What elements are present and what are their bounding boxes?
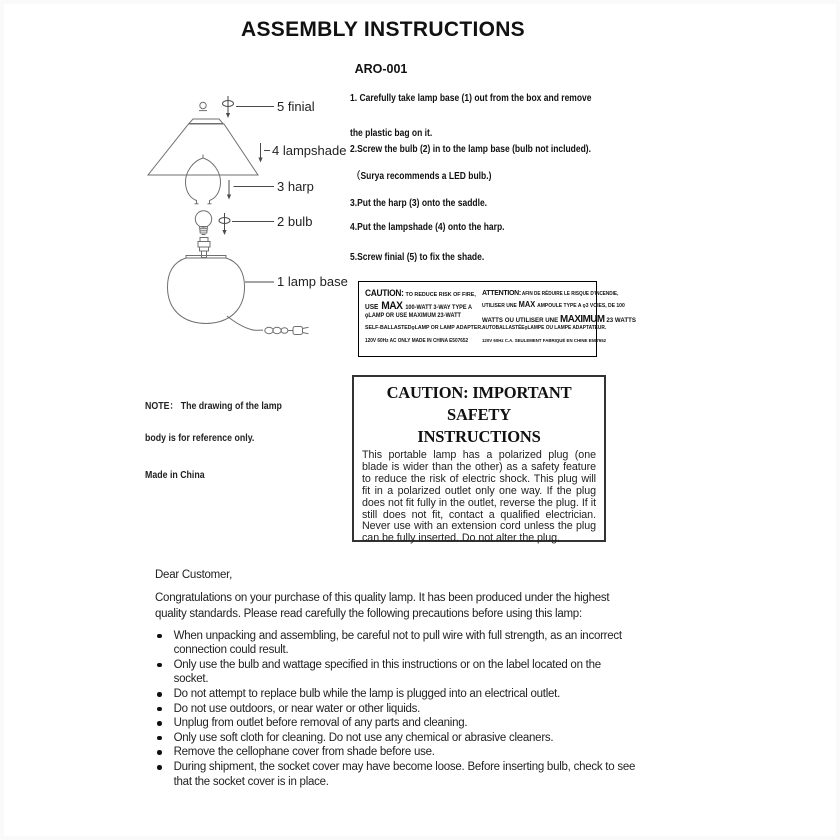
bullet-dot-icon: [157, 750, 162, 755]
harp-shape: [185, 155, 220, 204]
label-harp: 3 harp: [277, 179, 314, 194]
leader-lines: [232, 107, 274, 283]
safety-heading-line-1: CAUTION: IMPORTANT SAFETY: [386, 383, 572, 424]
lampshade-shape: [148, 124, 258, 175]
step-3: 3.Put the harp (3) onto the saddle.: [350, 197, 488, 209]
label-lamp-base: 1 lamp base: [277, 274, 348, 289]
rating-label: [358, 281, 636, 357]
precaution-item: Only use soft cloth for cleaning. Do not use any chemical or abrasive cleaners.: [155, 731, 735, 746]
bulb-rotate-arrow-icon: [219, 213, 230, 231]
power-cord-shape: [227, 316, 293, 334]
made-in-china: Made in China: [145, 470, 205, 481]
intro-line-2: quality standards. Please read carefully the following precautions before using this lamp:: [155, 608, 582, 621]
precaution-item: Unplug from outlet before removal of any parts and cleaning.: [155, 716, 735, 731]
precaution-item: When unpacking and assembling, be careful not to pull wire with full strength, as an incorrect connection could result.: [155, 629, 735, 658]
label-finial: 5 finial: [277, 99, 315, 114]
note-line-2: body is for reference only.: [145, 433, 255, 444]
bullet-dot-icon: [157, 707, 162, 712]
bullet-dot-icon: [157, 634, 162, 639]
precaution-item: Do not use outdoors, or near water or other liquids.: [155, 702, 735, 717]
bullet-dot-icon: [157, 765, 162, 770]
intro-paragraph: [155, 590, 735, 623]
max-word: MAX: [381, 300, 403, 313]
safety-body-text: This portable lamp has a polarized plug (one blade is wider than the other) as a safety feature to reduce the risk of electric shock. This plug will fit in a polarized outlet only one way. If the plug does not fit fully in the outlet, reverse the plug. If it still does not fit, contact a qualified electrician. Never use with an extension cord unless the plug can be fully inserted. Do not alter the plug.: [362, 449, 596, 545]
salutation: Dear Customer,: [155, 569, 233, 581]
finial-rotate-arrow-icon: [223, 96, 234, 114]
bullet-dot-icon: [157, 692, 162, 697]
step-1-line-1: 1. Carefully take lamp base (1) out from the box and remove: [350, 92, 592, 104]
bulb-glyph-line: ϙLAMP OR USE MAXIMUM 23-WATT: [365, 312, 461, 319]
label-lampshade: 4 lampshade: [272, 143, 347, 158]
attention-word: ATTENTION:: [482, 288, 521, 297]
step-1-line-2: the plastic bag on it.: [350, 127, 433, 139]
lamp-diagram: [140, 90, 350, 342]
customer-section: [155, 568, 735, 789]
precautions-list: [155, 629, 735, 790]
plug-icon: [293, 327, 309, 335]
step-2-line-2: （Surya recommends a LED bulb.): [352, 170, 492, 182]
bulb-icon: [195, 211, 211, 235]
rating-label-french: ATTENTION: AFIN DE RÉDUIRE LE RISQUE D'INCENDIE, UTILISER UNE MAX AMPOULE TYPE A ϙ3 VOIES, DE 100 WATTS OU UTILISER UNE MAXIMUM 23 WATTS AUTOBALLASTÉEϙLAMPE OU LAMPE ADAPTATEUR. 120V 60Hz C.A. SEULEMENT FABRIQUÉ EN CHINE E507652: [482, 288, 636, 343]
bullet-dot-icon: [157, 736, 162, 741]
safety-heading-line-2: INSTRUCTIONS: [417, 427, 541, 446]
model-number: ARO-001: [354, 62, 408, 76]
rating-label-english: CAUTION: TO REDUCE RISK OF FIRE, USE MAX 100-WATT 3-WAY TYPE A ϙLAMP OR USE MAXIMUM 23-WATT SELF-BALLASTEDϙLAMP OR LAMP ADAPTER. 120V 60Hz AC ONLY MADE IN CHINA E507652: [365, 288, 483, 344]
maximum-word: MAXIMUM: [560, 312, 605, 325]
socket-shape: [198, 238, 210, 258]
precaution-item: Do not attempt to replace bulb while the lamp is plugged into an electrical outlet.: [155, 687, 735, 702]
finial-icon: [199, 102, 207, 110]
bullet-dot-icon: [157, 721, 162, 726]
caution-word: CAUTION:: [365, 288, 404, 298]
step-4: 4.Put the lampshade (4) onto the harp.: [350, 221, 505, 233]
page-title: ASSEMBLY INSTRUCTIONS: [240, 18, 525, 41]
label-bulb: 2 bulb: [277, 214, 313, 229]
note-line-1: NOTE： The drawing of the lamp: [145, 401, 282, 412]
lamp-base-shape: [168, 258, 245, 323]
shade-neck-shape: [189, 119, 223, 124]
precaution-item: Remove the cellophane cover from shade before use.: [155, 745, 735, 760]
precaution-item: During shipment, the socket cover may have become loose. Before inserting bulb, check to see that the socket cover is in place.: [155, 760, 735, 789]
step-2-line-1: 2.Screw the bulb (2) in to the lamp base (bulb not included).: [350, 143, 592, 155]
step-5: 5.Screw finial (5) to fix the shade.: [350, 251, 485, 263]
precaution-item: Only use the bulb and wattage specified in this instructions or on the label located on the socket.: [155, 658, 735, 687]
safety-instructions-box: [352, 375, 606, 545]
intro-line-1: Congratulations on your purchase of this quality lamp. It has been produced under the highest: [155, 592, 610, 604]
lamp-diagram-svg: [140, 90, 350, 342]
bullet-dot-icon: [157, 663, 162, 668]
